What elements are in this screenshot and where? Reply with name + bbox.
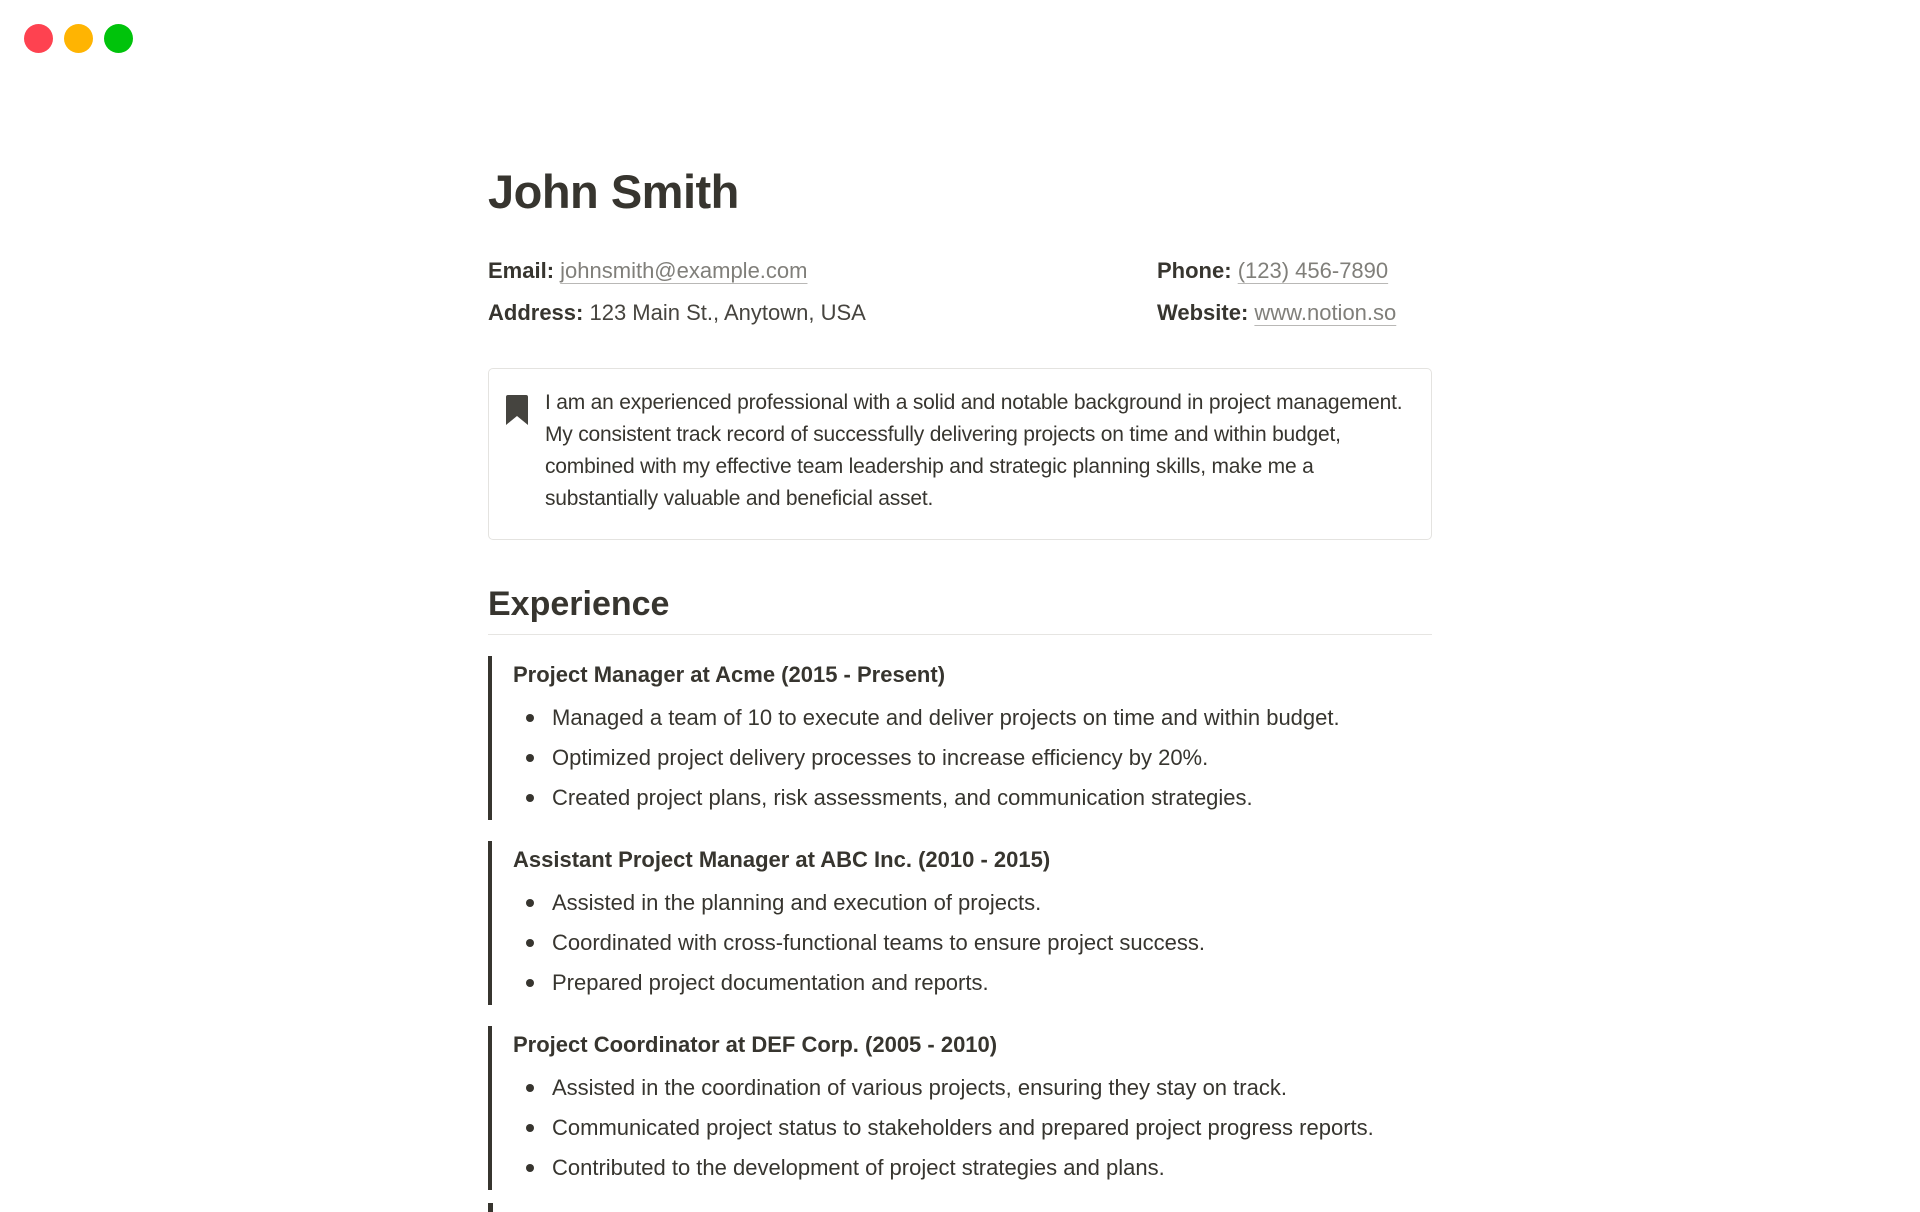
job-bullet-list [513,1068,1432,1188]
job-block-acme [488,656,1432,820]
job-title: Assistant Project Manager at ABC Inc. (2010 - 2015) [513,847,1051,872]
bookmark-icon [506,395,528,425]
minimize-window-button[interactable] [64,24,93,53]
email-label: Email: [488,258,555,283]
close-window-button[interactable] [24,24,53,53]
job-block-abc-inc [488,841,1432,1005]
job-bullet: Coordinated with cross-functional teams to ensure project success. [513,923,1432,963]
contact-row-email [488,255,1157,287]
job-bullet: Assisted in the coordination of various projects, ensuring they stay on track. [513,1068,1432,1108]
phone-label: Phone: [1157,258,1232,283]
contact-row-website [1157,297,1432,329]
job-block-def-corp [488,1026,1432,1190]
job-bullet-list [513,883,1432,1003]
zoom-window-button[interactable] [104,24,133,53]
job-title: Project Coordinator at DEF Corp. (2005 - 2010) [513,1032,998,1057]
job-title: Project Manager at Acme (2015 - Present) [513,662,946,687]
contact-row-address [488,297,1157,329]
summary-callout [488,368,1432,540]
phone-link[interactable]: (123) 456-7890 [1237,258,1389,283]
window-controls [24,24,133,53]
website-label: Website: [1157,300,1249,325]
page-content [488,0,1432,1212]
job-bullet: Contributed to the development of project strategies and plans. [513,1148,1432,1188]
contact-column-left [488,255,1157,339]
job-bullet: Communicated project status to stakeholders and prepared project progress reports. [513,1108,1432,1148]
contact-row-phone [1157,255,1432,287]
job-bullet-list [513,698,1432,818]
email-link[interactable]: johnsmith@example.com [560,258,808,283]
job-bullet: Optimized project delivery processes to increase efficiency by 20%. [513,738,1432,778]
page-title: John Smith [488,165,739,218]
job-bullet: Created project plans, risk assessments, and communication strategies. [513,778,1432,818]
website-link[interactable]: www.notion.so [1254,300,1397,325]
job-bullet: Assisted in the planning and execution of projects. [513,883,1432,923]
summary-text: I am an experienced professional with a solid and notable background in project management. My consistent track record of successfully delivering projects on time and within budget, combined with my effective team leadership and strategic planning skills, make me a substantially valuable and beneficial asset. [545,391,1403,510]
address-label: Address: [488,300,584,325]
next-quote-block-stub [488,1203,493,1212]
job-bullet: Managed a team of 10 to execute and deliver projects on time and within budget. [513,698,1432,738]
address-value: 123 Main St., Anytown, USA [589,300,866,325]
job-bullet: Prepared project documentation and reports. [513,963,1432,1003]
experience-heading: Experience [488,584,1432,635]
contact-column-right [1157,255,1432,339]
contact-section [488,255,1432,339]
